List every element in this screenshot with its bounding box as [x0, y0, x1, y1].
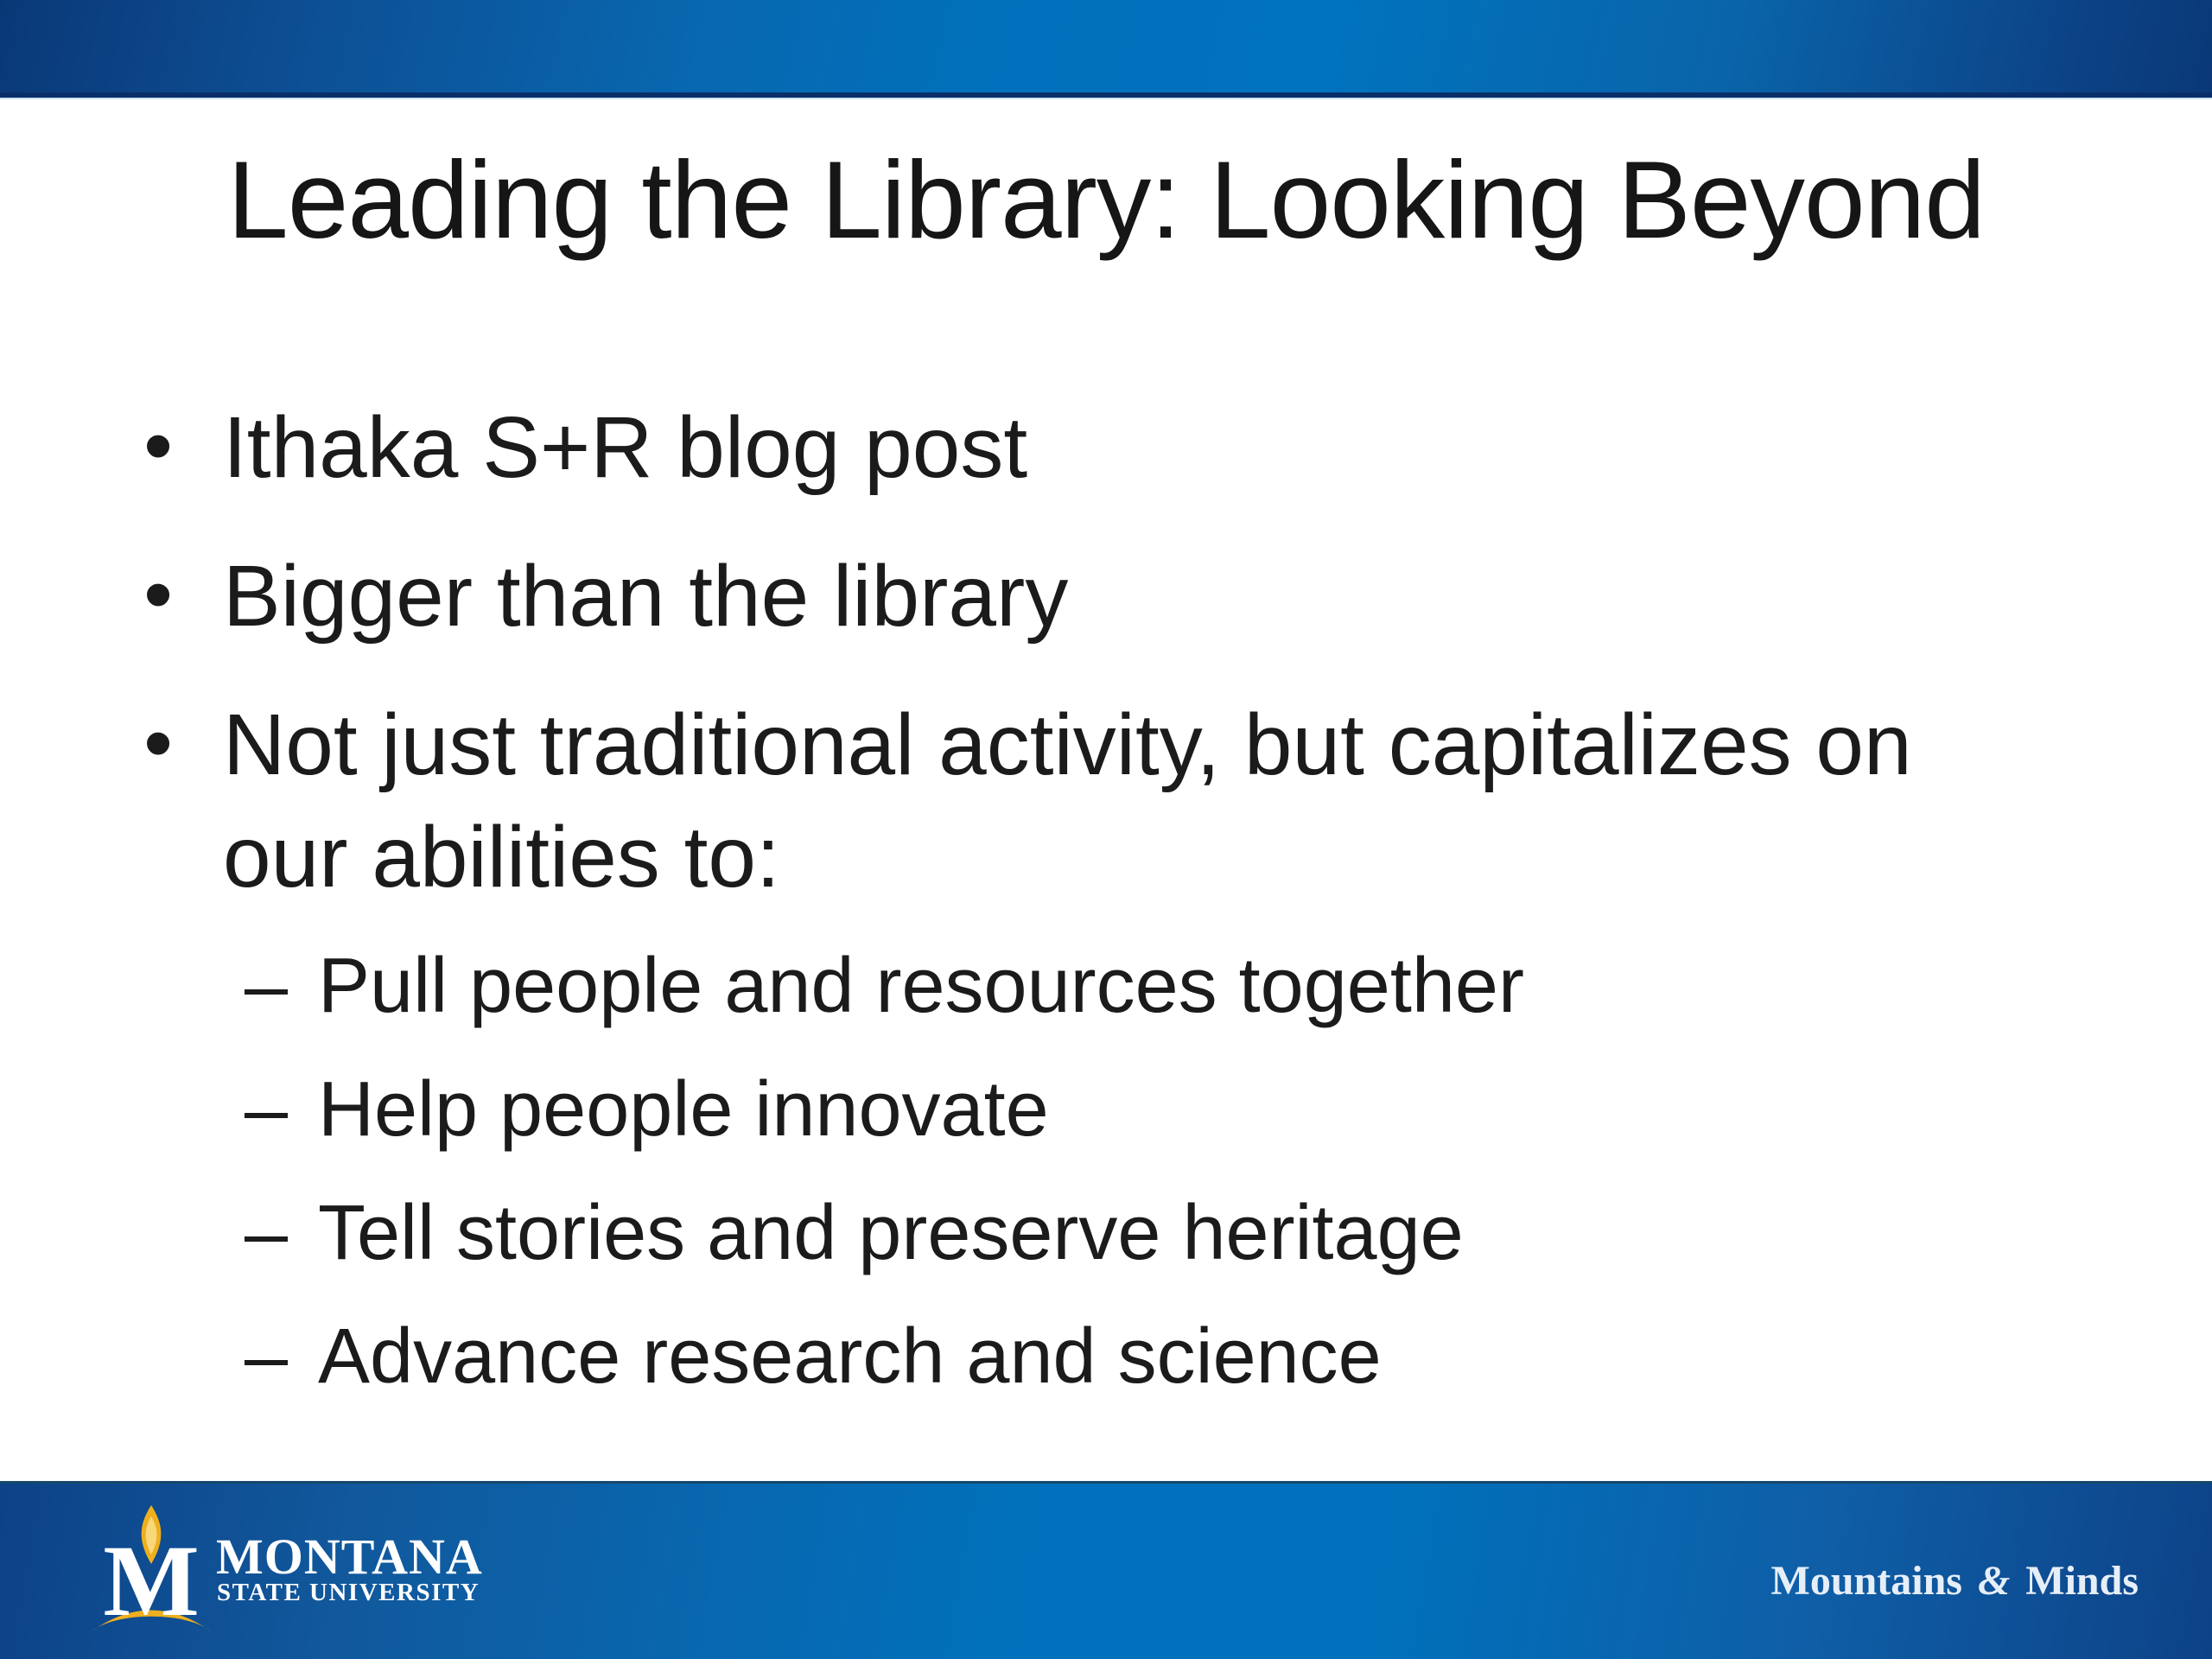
sub-bullet-list — [223, 936, 1996, 1407]
sub-bullet-text: Tell stories and preserve heritage — [318, 1190, 1464, 1276]
bullet-list — [130, 391, 1996, 1407]
list-item — [130, 391, 1996, 504]
sub-bullet-text: Help people innovate — [318, 1066, 1049, 1153]
bullet-text: Not just traditional activity, but capitalizes on our abilities to: — [223, 696, 1912, 906]
bullet-text: Bigger than the library — [223, 548, 1069, 645]
tagline-word: Minds — [2025, 1558, 2139, 1604]
top-banner — [0, 0, 2212, 98]
list-item — [130, 689, 1996, 1407]
logo-wordmark-montana: MONTANA — [216, 1529, 483, 1585]
tagline-ampersand: & — [1977, 1558, 2011, 1604]
bullet-text: Ithaka S+R blog post — [223, 399, 1028, 496]
sub-list-item — [223, 1059, 1996, 1160]
sub-list-item — [223, 936, 1996, 1036]
logo-wordmark-state-university: STATE UNIVERSITY — [217, 1579, 480, 1606]
list-item — [130, 540, 1996, 652]
bullet-icon: • — [143, 696, 173, 789]
bullet-icon: • — [143, 399, 173, 492]
tagline — [1771, 1557, 2139, 1605]
sub-list-item — [223, 1183, 1996, 1283]
bullet-icon: • — [143, 548, 173, 640]
tagline-word: Mountains — [1770, 1558, 1962, 1604]
slide-title: Leading the Library: Looking Beyond — [227, 138, 1985, 261]
slide-body — [130, 391, 1996, 1443]
msu-logo-icon — [86, 1502, 216, 1647]
sub-list-item — [223, 1306, 1996, 1407]
dash-icon: – — [245, 943, 289, 1029]
sub-bullet-text: Advance research and science — [318, 1313, 1382, 1400]
dash-icon: – — [245, 1066, 289, 1153]
dash-icon: – — [245, 1313, 289, 1400]
dash-icon: – — [245, 1190, 289, 1276]
logo-m-letter: M — [103, 1524, 200, 1637]
sub-bullet-text: Pull people and resources together — [318, 943, 1524, 1029]
